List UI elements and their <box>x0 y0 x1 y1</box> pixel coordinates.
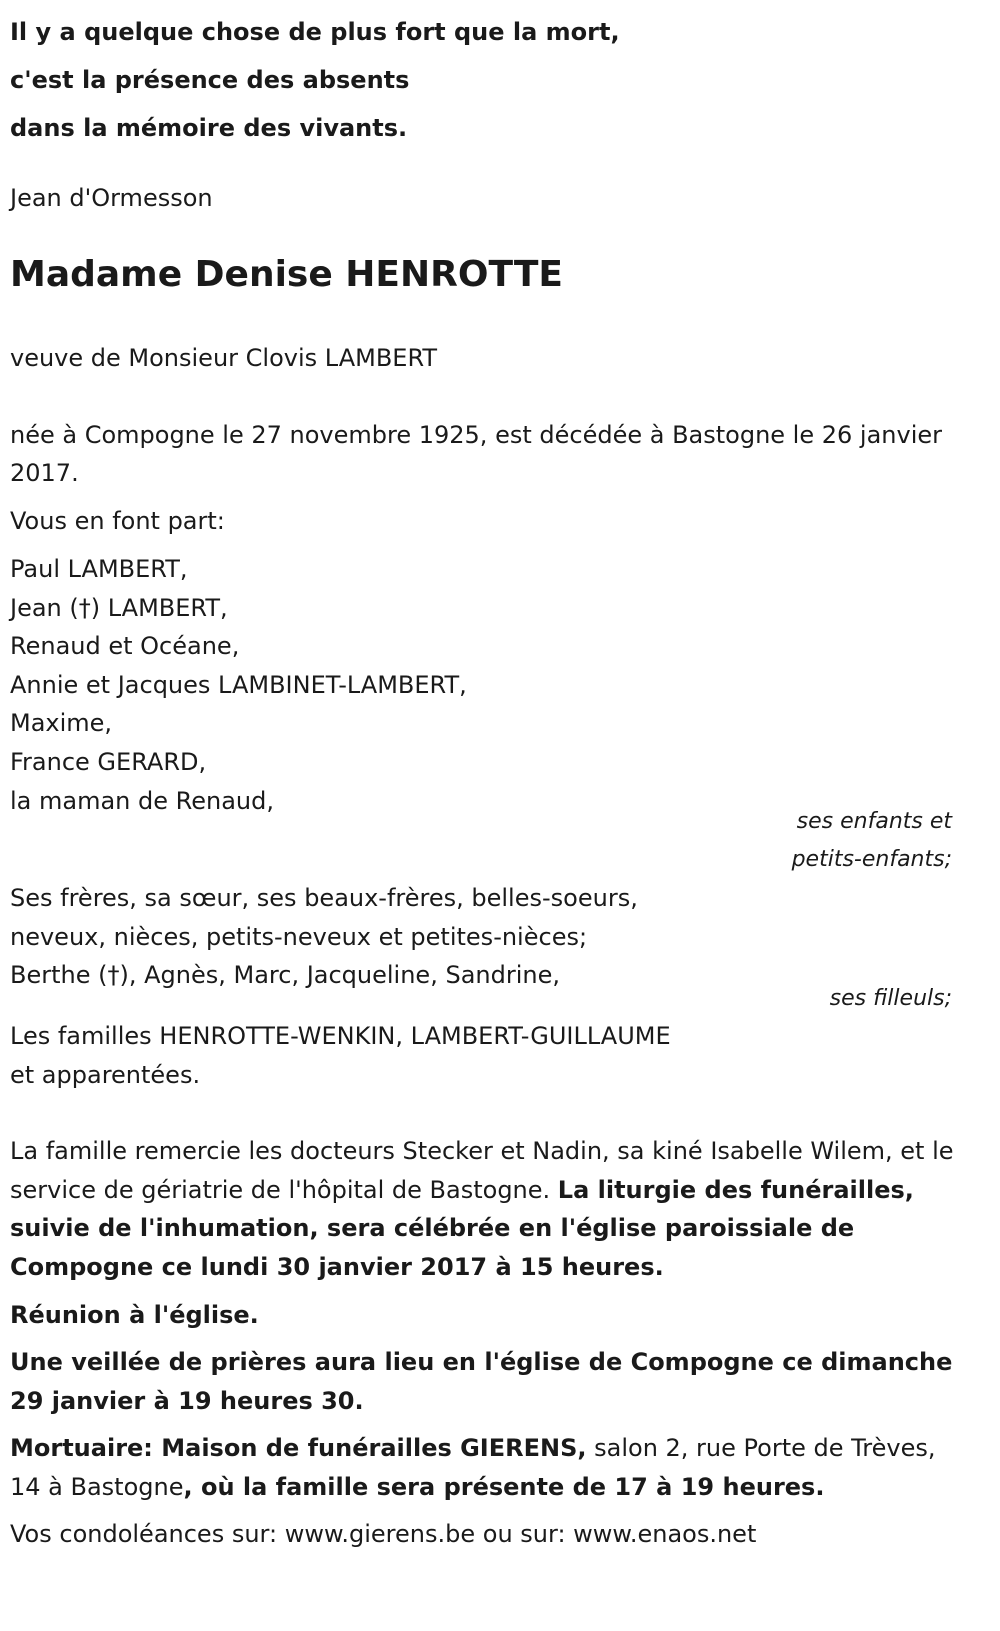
funeral-details: La liturgie des funérailles, suivie de l'inhumation, sera célébrée en l'église paroissiale de Compogne ce lundi 30 janvier 2017 à 15 heures. <box>10 1175 914 1281</box>
families-line: et apparentées. <box>10 1060 201 1089</box>
mortuary-info <box>10 1429 960 1506</box>
siblings-line: Berthe (†), Agnès, Marc, Jacqueline, Sandrine, <box>10 961 560 990</box>
announcement: Vous en font part: <box>10 507 225 535</box>
siblings-line: neveux, nièces, petits-neveux et petites-nièces; <box>10 922 588 951</box>
mortuary-hours: , où la famille sera présente de 17 à 19 heures. <box>183 1472 825 1501</box>
thanks-text: La famille remercie les docteurs Stecker et Nadin, sa kiné Isabelle Wilem, et le service de gériatrie de l'hôpital de Bastogne. <box>10 1137 954 1204</box>
children-list <box>10 550 467 820</box>
quote-author: Jean d'Ormesson <box>10 184 213 212</box>
children-role <box>792 803 952 879</box>
thanks-paragraph <box>10 1132 960 1286</box>
deceased-name: Madame Denise HENROTTE <box>10 254 563 295</box>
widow-of: veuve de Monsieur Clovis LAMBERT <box>10 344 438 372</box>
mortuary-address: salon 2, rue Porte de Trèves, 14 à Bastogne <box>10 1434 936 1501</box>
families-list <box>10 1017 671 1094</box>
family-member: Maxime, <box>10 709 113 738</box>
family-member: Renaud et Océane, <box>10 632 240 661</box>
meeting-note: Réunion à l'église. <box>10 1301 259 1329</box>
families-line: Les familles HENROTTE-WENKIN, LAMBERT-GUILLAUME <box>10 1022 671 1050</box>
family-member: Jean (†) LAMBERT, <box>10 593 228 622</box>
epigraph-quote <box>10 8 620 152</box>
siblings-line: Ses frères, sa sœur, ses beaux-frères, belles-soeurs, <box>10 884 638 912</box>
vigil-note: Une veillée de prières aura lieu en l'église de Compogne ce dimanche 29 janvier à 19 heures 30. <box>10 1348 953 1415</box>
role-line: ses enfants et <box>796 809 952 834</box>
condolences-links: Vos condoléances sur: www.gierens.be ou sur: www.enaos.net <box>10 1520 757 1548</box>
birth-death-dates: née à Compogne le 27 novembre 1925, est décédée à Bastogne le 26 janvier 2017. <box>10 421 942 487</box>
family-member: Paul LAMBERT, <box>10 555 188 583</box>
mortuary-label: Mortuaire: Maison de funérailles GIERENS, <box>10 1434 587 1462</box>
quote-line: dans la mémoire des vivants. <box>10 114 408 142</box>
siblings-role: ses filleuls; <box>829 986 952 1011</box>
family-member: la maman de Renaud, <box>10 786 274 815</box>
family-member: Annie et Jacques LAMBINET-LAMBERT, <box>10 670 467 699</box>
quote-line: Il y a quelque chose de plus fort que la mort, <box>10 18 620 46</box>
quote-line: c'est la présence des absents <box>10 66 410 94</box>
family-member: France GERARD, <box>10 747 207 776</box>
role-line: petits-enfants; <box>791 847 952 872</box>
siblings-list <box>10 879 638 995</box>
